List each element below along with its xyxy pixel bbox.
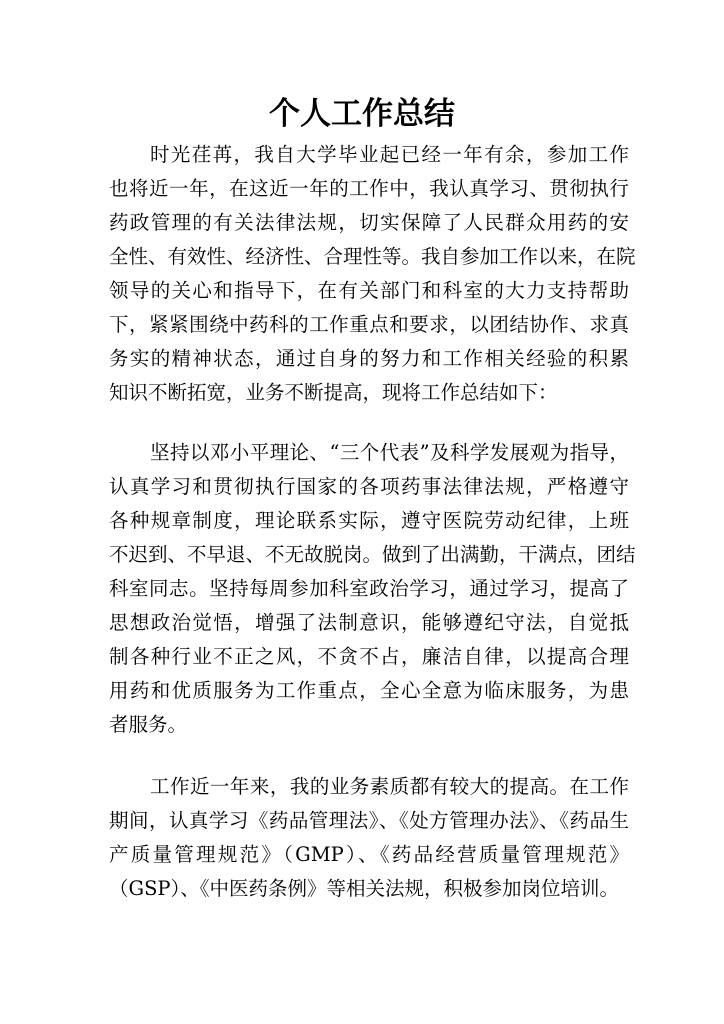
paragraph-line: 各种规章制度，理论联系实际，遵守医院劳动纪律，上班 — [109, 509, 629, 532]
paragraph-line: 者服务。 — [109, 713, 188, 736]
paragraph-line: 时光荏苒，我自大学毕业起已经一年有余，参加工作 — [150, 143, 629, 166]
paragraph-line: （GSP）、《中医药条例》等相关法规，积极参加岗位培训。 — [109, 877, 620, 900]
paragraph-line: 知识不断拓宽，业务不断提高，现将工作总结如下： — [109, 381, 558, 404]
paragraph-line: 全性、有效性、经济性、合理性等。我自参加工作以来，在院 — [109, 245, 636, 268]
paragraph-line: 务实的精神状态，通过自身的努力和工作相关经验的积累 — [109, 347, 629, 370]
paragraph-line: 不迟到、不早退、不无故脱岗。做到了出满勤，干满点，团结 — [109, 543, 636, 566]
paragraph-line: 药政管理的有关法律法规，切实保障了人民群众用药的安 — [109, 211, 629, 234]
paragraph-line: 也将近一年，在这近一年的工作中，我认真学习、贯彻执行 — [109, 177, 629, 200]
paragraph-line: 期间，认真学习《药品管理法》、《处方管理办法》、《药品生 — [109, 809, 629, 832]
paragraph-line: 领导的关心和指导下，在有关部门和科室的大力支持帮助 — [109, 279, 629, 302]
paragraph-line: 用药和优质服务为工作重点，全心全意为临床服务，为患 — [109, 679, 629, 702]
paragraph-line: 工作近一年来，我的业务素质都有较大的提高。在工作 — [150, 775, 629, 798]
paragraph-line: 认真学习和贯彻执行国家的各项药事法律法规，严格遵守 — [109, 475, 629, 498]
paragraph-line: 思想政治觉悟，增强了法制意识，能够遵纪守法，自觉抵 — [109, 611, 629, 634]
page-title: 个人工作总结 — [269, 96, 455, 132]
paragraph-line: 制各种行业不正之风，不贪不占，廉洁自律，以提高合理 — [109, 645, 629, 668]
paragraph-line: 下，紧紧围绕中药科的工作重点和要求，以团结协作、求真 — [109, 313, 629, 336]
paragraph-line: 坚持以邓小平理论、“三个代表”及科学发展观为指导， — [150, 441, 629, 464]
paragraph-line: 产质量管理规范》（GMP）、《药品经营质量管理规范》 — [109, 843, 629, 866]
paragraph-line: 科室同志。坚持每周参加科室政治学习，通过学习，提高了 — [109, 577, 629, 600]
